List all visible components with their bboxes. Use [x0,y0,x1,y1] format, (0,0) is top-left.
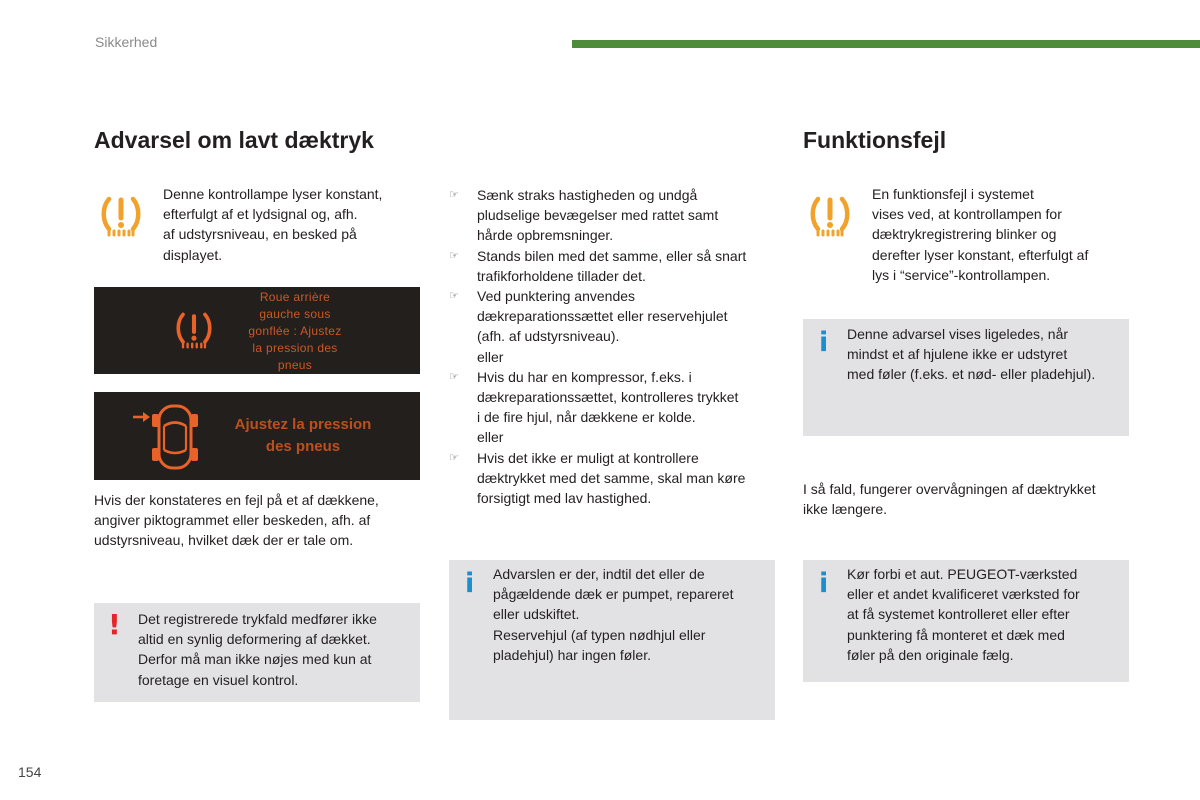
arrow-right-icon [132,410,152,429]
warning-box-text: Det registrerede trykfald medfører ikke altid en synlig deformering af dækket. Derfor må man ikke nøjes med kun at foretage en visuel kontrol. [138,611,377,688]
info-box-middle [449,560,775,720]
display-panel-car [94,392,420,480]
display-panel-message [94,287,420,374]
display-message-text: Roue arrière gauche sous gonflée : Ajustez la pression des pneus [248,290,342,372]
instruction-item [449,185,789,246]
instruction-item [449,367,789,428]
instruction-line: eller [477,348,504,365]
pointing-hand-icon: ☞ [449,249,459,262]
right-fallback-text: I så fald, fungerer overvågningen af dæktrykket ikke længere. [803,481,1096,518]
instruction-line: i de fire hjul, når dækkene er kolde. [477,409,696,426]
instruction-line: eller [477,429,504,446]
car-top-view-icon [150,402,200,477]
instruction-item [449,448,789,509]
instruction-line: dæktrykket med det samme, skal man køre [477,469,746,486]
instruction-connector [449,427,789,447]
instruction-line: Hvis det ikke er muligt at kontrollere [477,449,699,466]
left-title: Advarsel om lavt dæktryk [94,127,374,153]
instruction-item [449,286,789,347]
instruction-item [449,246,789,286]
tyre-pressure-warning-icon [100,193,142,239]
info-box-right-1-text: Denne advarsel vises ligeledes, når mindst et af hjulene ikke er udstyret med føler (f.eks. et nød- eller pladehjul). [847,326,1096,383]
info-box-right-2-text: Kør forbi et aut. PEUGEOT-værksted eller et andet kvalificeret værksted for at få systemet kontrolleret eller efter punktering få monteret et dæk med føler på den originale fælg. [847,566,1080,663]
instruction-line: trafikforholdene tillader det. [477,267,646,284]
instruction-line: Ved punktering anvendes [477,288,636,305]
header-accent-bar [572,40,1200,48]
left-intro: Denne kontrollampe lyser konstant, efterfulgt af et lydsignal og, afh. af udstyrsniveau, en besked på displayet. [163,186,383,263]
instruction-line: dækreparationssættet eller reservehjulet [477,308,728,325]
info-box-middle-text: Advarslen er der, indtil det eller de pågældende dæk er pumpet, repareret eller udskiftet. Reservehjul (af typen nødhjul eller pladehjul) har ingen føler. [493,566,734,663]
instruction-line: forsigtigt med lav hastighed. [477,490,652,507]
info-icon: i [819,568,829,599]
pointing-hand-icon: ☞ [449,370,459,383]
display-adjust-text: Ajustez la pression des pneus [234,416,372,455]
info-box-right-1 [803,319,1129,436]
instruction-line: Sænk straks hastigheden og undgå [477,187,698,203]
instruction-line: hårde opbremsninger. [477,227,614,244]
instruction-line: Hvis du har en kompressor, f.eks. i [477,368,692,385]
left-fault-text: Hvis der konstateres en fejl på et af dækkene, angiver piktogrammet eller beskeden, afh. af udstyrsniveau, hvilket dæk der er tale om. [94,492,379,549]
info-icon: i [465,568,475,599]
info-box-right-2 [803,560,1129,682]
info-icon: i [819,327,829,358]
instruction-list [449,185,789,508]
instruction-line: pludselige bevægelser med rattet samt [477,207,719,224]
right-intro: En funktionsfejl i systemet vises ved, at kontrollampen for dæktrykregistrering blinker og derefter lyser konstant, efterfulgt af lys i “service”-kontrollampen. [872,186,1089,283]
right-title: Funktionsfejl [803,127,947,153]
instruction-connector [449,347,789,367]
section-label: Sikkerhed [95,34,158,50]
exclamation-icon: ! [108,608,121,641]
pointing-hand-icon: ☞ [449,189,459,201]
instruction-line: dækreparationssættet, kontrolleres trykket [477,389,739,406]
tyre-pressure-warning-icon [174,309,214,356]
pointing-hand-icon: ☞ [449,451,459,464]
instruction-line: Stands bilen med det samme, eller så snart [477,247,747,264]
middle-instructions [449,185,789,508]
tyre-pressure-warning-icon [809,193,851,239]
warning-box [94,603,420,702]
pointing-hand-icon: ☞ [449,290,459,303]
instruction-line: (afh. af udstyrsniveau). [477,328,620,345]
page-number: 154 [18,764,42,780]
